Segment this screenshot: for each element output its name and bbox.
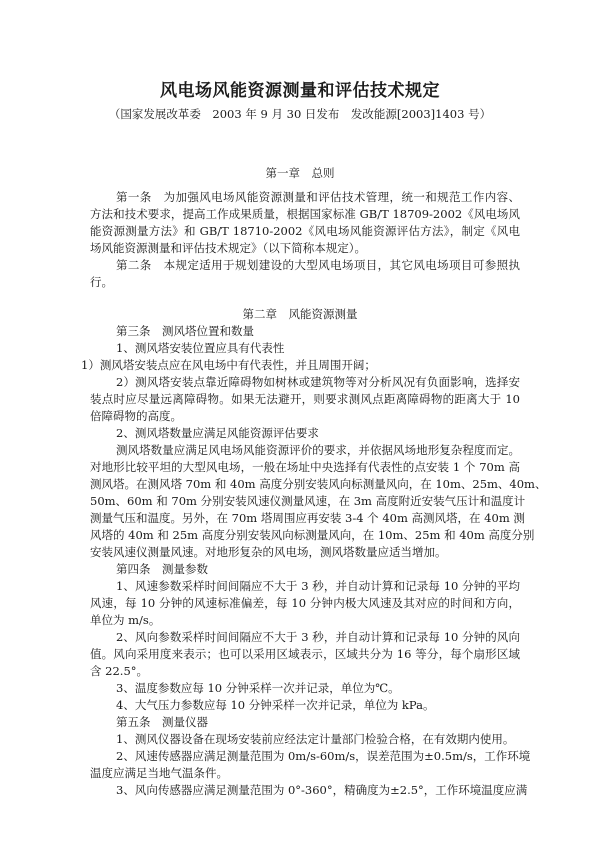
item-2-body-line-6: 风塔的 40m 和 25m 高度分别安装风向标测量风向，在 10m、25m 和 40m 高度分别 xyxy=(90,528,535,542)
param-4: 4、大气压力参数应每 10 分钟采样一次并记录，单位为 kPa。 xyxy=(116,698,435,712)
item-2-heading: 2、测风塔数量应满足风能资源评估要求 xyxy=(116,426,319,440)
item-2-body-line-5: 测量气压和温度。另外，在 70m 塔周围应再安装 3-4 个 40m 高测风塔，在 40m 测 xyxy=(90,511,525,525)
param-2-line-2: 值。风向采用度来表示；也可以采用区域表示，区域共分为 16 等分，每个扇形区域 xyxy=(90,647,520,661)
item-1-2-line-3: 倍障碍物的高度。 xyxy=(90,409,182,423)
item-2-body-line-4: 50m、60m 和 70m 分别安装风速仪测量风速，在 3m 高度附近安装气压计和温度计 xyxy=(90,494,526,508)
item-2-body-line-2: 对地形比较平坦的大型风电场，一般在场址中央选择有代表性的点安装 1 个 70m 高 xyxy=(90,460,520,474)
item-2-body-line-7: 安装风速仪测量风速。对地形复杂的风电场，测风塔数量应适当增加。 xyxy=(90,545,447,559)
article-1-line-4: 场风能资源测量和评估技术规定》（以下简称本规定）。 xyxy=(90,241,366,255)
item-1-1: 1）测风塔安装点应在风电场中有代表性，并且周围开阔； xyxy=(81,358,376,372)
item-1-heading: 1、测风塔安装位置应具有代表性 xyxy=(116,341,285,355)
inst-3-line-1: 3、风向传感器应满足测量范围为 0°-360°，精确度为±2.5°，工作环境温度应满 xyxy=(116,783,528,797)
param-1-line-2: 风速，每 10 分钟的风速标准偏差，每 10 分钟内极大风速及其对应的时间和方向， xyxy=(90,596,520,610)
article-1-line-3: 能资源测量方法》和 GB/T 18710-2002《风电场风能资源评估方法》，制定《风电 xyxy=(90,224,520,238)
inst-2-line-2: 温度应满足当地气温条件。 xyxy=(90,766,228,780)
item-2-body-line-1: 测风塔数量应满足风电场风能资源评价的要求，并依据风场地形复杂程度而定。 xyxy=(116,443,520,457)
document-title: 风电场风能资源测量和评估技术规定 xyxy=(160,81,440,101)
chapter-1-heading: 第一章 总则 xyxy=(265,166,335,180)
article-3-heading: 第三条 测风塔位置和数量 xyxy=(116,324,254,338)
param-1-line-3: 单位为 m/s。 xyxy=(90,613,161,627)
article-1-line-1: 第一条 为加强风电场风能资源测量和评估技术管理，统一和规范工作内容、 xyxy=(116,190,520,204)
inst-1: 1、测风仪器设备在现场安装前应经法定计量部门检验合格，在有效期内使用。 xyxy=(116,732,515,746)
document-subtitle: （国家发展改革委 2003 年 9 月 30 日发布 发改能源[2003]1403 号） xyxy=(108,107,492,121)
param-2-line-1: 2、风向参数采样时间间隔应不大于 3 秒，并自动计算和记录每 10 分钟的风向 xyxy=(116,630,520,644)
chapter-2-heading: 第二章 风能资源测量 xyxy=(242,307,358,321)
article-2-line-2: 行。 xyxy=(90,275,113,289)
article-4-heading: 第四条 测量参数 xyxy=(116,562,208,576)
article-2-line-1: 第二条 本规定适用于规划建设的大型风电场项目，其它风电场项目可参照执 xyxy=(116,258,520,272)
article-5-heading: 第五条 测量仪器 xyxy=(116,715,208,729)
param-3: 3、温度参数应每 10 分钟采样一次并记录，单位为℃。 xyxy=(116,681,400,695)
param-2-line-3: 含 22.5°。 xyxy=(90,664,149,678)
param-1-line-1: 1、风速参数采样时间间隔应不大于 3 秒，并自动计算和记录每 10 分钟的平均 xyxy=(116,579,520,593)
item-1-2-line-1: 2）测风塔安装点靠近障碍物如树林或建筑物等对分析风况有负面影响，选择安 xyxy=(116,375,520,389)
item-1-2-line-2: 装点时应尽量远离障碍物。如果无法避开，则要求测风点距离障碍物的距离大于 10 xyxy=(90,392,520,406)
inst-2-line-1: 2、风速传感器应满足测量范围为 0m/s-60m/s，误差范围为±0.5m/s，工作环境 xyxy=(116,749,531,763)
item-2-body-line-3: 测风塔。在测风塔 70m 和 40m 高度分别安装风向标测量风向，在 10m、25m、40m、 xyxy=(90,477,547,491)
article-1-line-2: 方法和技术要求，提高工作成果质量，根据国家标准 GB/T 18709-2002《风电场风 xyxy=(90,207,520,221)
